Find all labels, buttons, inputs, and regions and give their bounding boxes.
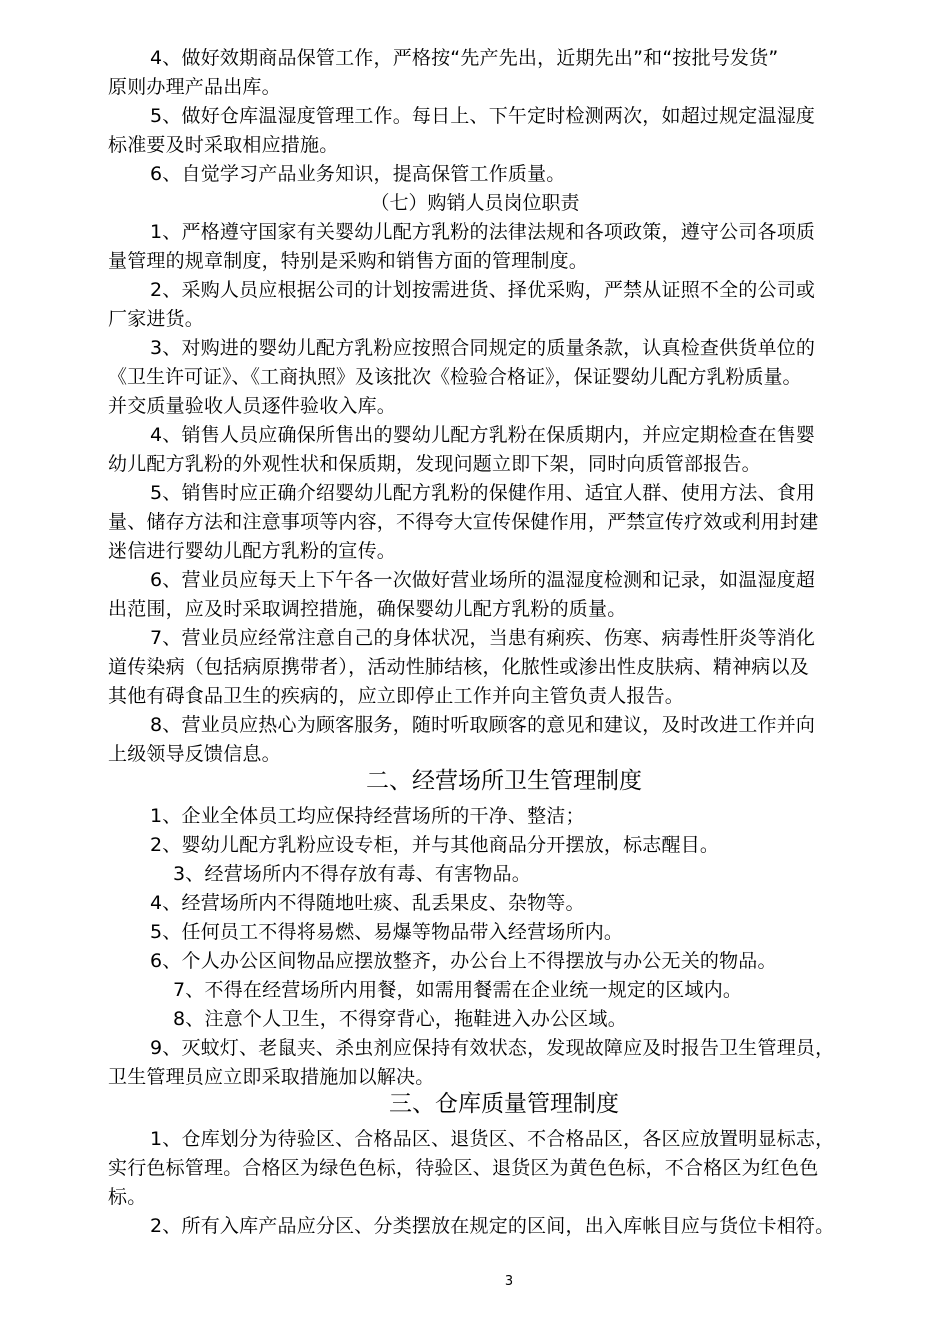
section-heading: 二、经营场所卫生管理制度: [366, 768, 642, 794]
text-line: 2、婴幼儿配方乳粉应设专柜，并与其他商品分开摆放，标志醒目。: [150, 834, 720, 856]
text-line: 厂家进货。: [108, 308, 205, 330]
text-line: 6、自觉学习产品业务知识，提高保管工作质量。: [150, 163, 566, 185]
text-line: 5、任何员工不得将易燃、易爆等物品带入经营场所内。: [150, 921, 624, 943]
text-line: 1、严格遵守国家有关婴幼儿配方乳粉的法律法规和各项政策，遵守公司各项质: [150, 221, 816, 243]
text-line: 标准要及时采取相应措施。: [108, 134, 339, 156]
text-line: 迷信进行婴幼儿配方乳粉的宣传。: [108, 540, 397, 562]
text-line: 卫生管理员应立即采取措施加以解决。: [108, 1066, 435, 1088]
text-line: 《卫生许可证》、《工商执照》及该批次《检验合格证》，保证婴幼儿配方乳粉质量。: [108, 366, 802, 388]
text-line: 4、做好效期商品保管工作，严格按“先产先出，近期先出”和“按批号发货”: [150, 47, 779, 69]
text-line: 上级领导反馈信息。: [108, 743, 281, 765]
text-line: 标。: [108, 1186, 147, 1208]
section-subheading: （七）购销人员岗位职责: [370, 192, 580, 214]
text-line: 9、灭蚊灯、老鼠夹、杀虫剂应保持有效状态，发现故障应及时报告卫生管理员，: [150, 1037, 835, 1059]
text-line: 8、营业员应热心为顾客服务，随时听取顾客的意见和建议，及时改进工作并向: [150, 714, 816, 736]
text-line: 1、仓库划分为待验区、合格品区、退货区、不合格品区，各区应放置明显标志，: [150, 1128, 835, 1150]
text-line: 5、做好仓库温湿度管理工作。每日上、下午定时检测两次，如超过规定温湿度: [150, 105, 816, 127]
text-line: 2、所有入库产品应分区、分类摆放在规定的区间，出入库帐目应与货位卡相符。: [150, 1215, 835, 1237]
section-heading: 三、仓库质量管理制度: [389, 1091, 619, 1117]
text-line: 3、对购进的婴幼儿配方乳粉应按照合同规定的质量条款，认真检查供货单位的: [150, 337, 816, 359]
text-line: 道传染病（包括病原携带者），活动性肺结核，化脓性或渗出性皮肤病、精神病以及: [108, 656, 809, 678]
page-number: 3: [504, 1274, 514, 1289]
text-line: 量、储存方法和注意事项等内容，不得夸大宣传保健作用，严禁宣传疗效或利用封建: [108, 511, 819, 533]
text-line: 原则办理产品出库。: [108, 76, 281, 98]
text-line: 4、销售人员应确保所售出的婴幼儿配方乳粉在保质期内，并应定期检查在售婴: [150, 424, 816, 446]
text-line: 2、采购人员应根据公司的计划按需进货、择优采购，严禁从证照不全的公司或: [150, 279, 816, 301]
text-line: 1、企业全体员工均应保持经营场所的干净、整洁；: [150, 805, 585, 827]
text-line: 并交质量验收人员逐件验收入库。: [108, 395, 397, 417]
text-line: 实行色标管理。合格区为绿色色标，待验区、退货区为黄色色标，不合格区为红色色: [108, 1157, 819, 1179]
text-line: 8、注意个人卫生，不得穿背心，拖鞋进入办公区域。: [173, 1008, 627, 1030]
text-line: 6、个人办公区间物品应摆放整齐，办公台上不得摆放与办公无关的物品。: [150, 950, 777, 972]
text-line: 幼儿配方乳粉的外观性状和保质期，发现问题立即下架，同时向质管部报告。: [108, 453, 761, 475]
text-line: 6、营业员应每天上下午各一次做好营业场所的温湿度检测和记录，如温湿度超: [150, 569, 816, 591]
text-line: 出范围，应及时采取调控措施，确保婴幼儿配方乳粉的质量。: [108, 598, 627, 620]
text-line: 7、营业员应经常注意自己的身体状况，当患有痢疾、伤寒、病毒性肝炎等消化: [150, 627, 816, 649]
text-line: 4、经营场所内不得随地吐痰、乱丢果皮、杂物等。: [150, 892, 585, 914]
text-line: 其他有碍食品卫生的疾病的，应立即停止工作并向主管负责人报告。: [108, 685, 685, 707]
text-line: 5、销售时应正确介绍婴幼儿配方乳粉的保健作用、适宜人群、使用方法、食用: [150, 482, 816, 504]
text-line: 3、经营场所内不得存放有毒、有害物品。: [173, 863, 531, 885]
text-line: 量管理的规章制度，特别是采购和销售方面的管理制度。: [108, 250, 589, 272]
text-line: 7、不得在经营场所内用餐，如需用餐需在企业统一规定的区域内。: [173, 979, 743, 1001]
